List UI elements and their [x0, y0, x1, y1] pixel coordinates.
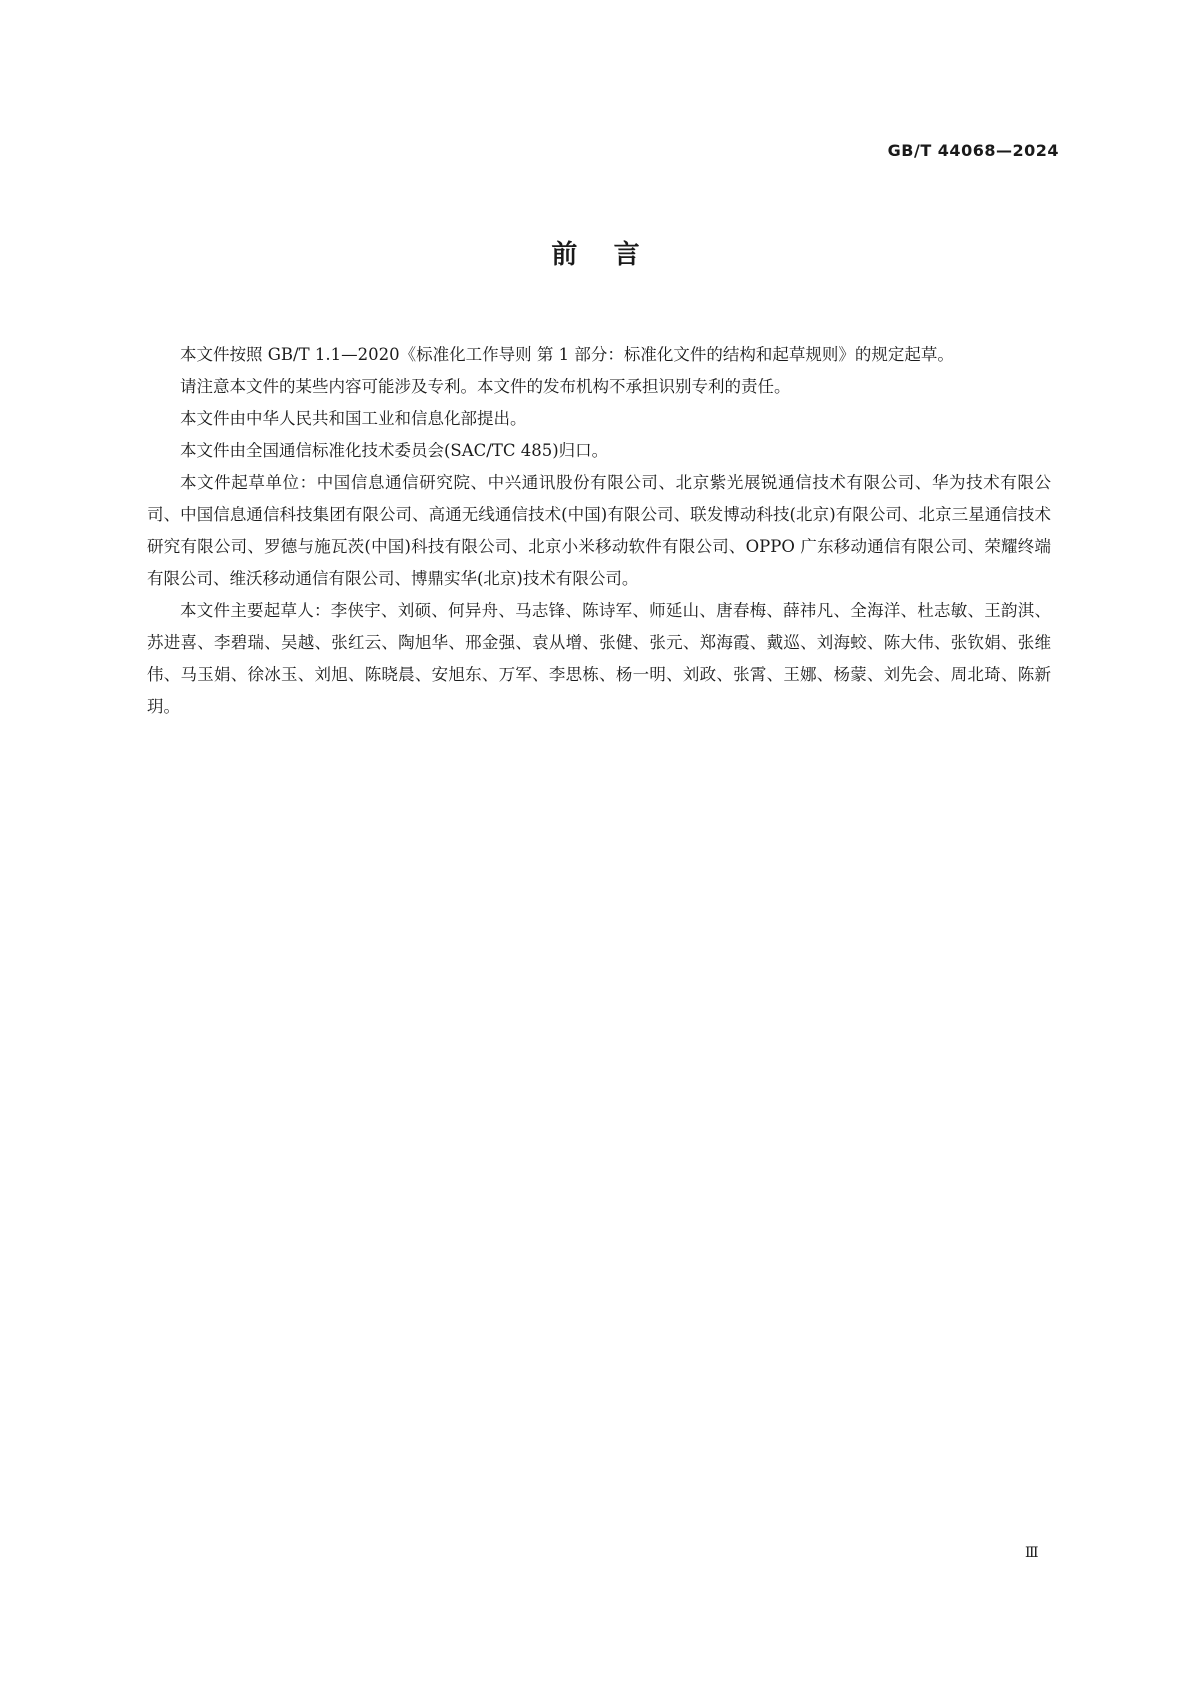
paragraph-drafting-basis: 本文件按照 GB/T 1.1—2020《标准化工作导则 第 1 部分：标准化文件的结构和起草规则》的规定起草。: [180, 345, 954, 364]
standard-code: GB/T 44068—2024: [887, 141, 1059, 160]
paragraph-technical-committee: 本文件由全国通信标准化技术委员会(SAC/TC 485)归口。: [180, 441, 609, 460]
paragraph-main-drafters: 本文件主要起草人：李侠宇、刘硕、何异舟、马志锋、陈诗军、师延山、唐春梅、薛祎凡、全海洋、杜志敏、王韵淇、苏进喜、李碧瑞、吴越、张红云、陶旭华、邢金强、袁从增、张健、张元、郑海霞、戴巡、刘海蛟、陈大伟、张钦娟、张维伟、马玉娟、徐冰玉、刘旭、陈晓晨、安旭东、万军、李思栋、杨一明、刘政、张霄、王娜、杨蒙、刘先会、周北琦、陈新玥。: [147, 601, 1051, 716]
paragraph-proposer: 本文件由中华人民共和国工业和信息化部提出。: [180, 409, 527, 428]
foreword-body: [147, 339, 1051, 723]
page-title: 前 言: [551, 240, 640, 270]
page-number: Ⅲ: [1025, 1546, 1039, 1561]
paragraph-patent-notice: 请注意本文件的某些内容可能涉及专利。本文件的发布机构不承担识别专利的责任。: [180, 377, 791, 396]
paragraph-drafting-organizations: 本文件起草单位：中国信息通信研究院、中兴通讯股份有限公司、北京紫光展锐通信技术有限公司、华为技术有限公司、中国信息通信科技集团有限公司、高通无线通信技术(中国)有限公司、联发博动科技(北京)有限公司、北京三星通信技术研究有限公司、罗德与施瓦茨(中国)科技有限公司、北京小米移动软件有限公司、OPPO 广东移动通信有限公司、荣耀终端有限公司、维沃移动通信有限公司、博鼎实华(北京)技术有限公司。: [147, 473, 1051, 588]
